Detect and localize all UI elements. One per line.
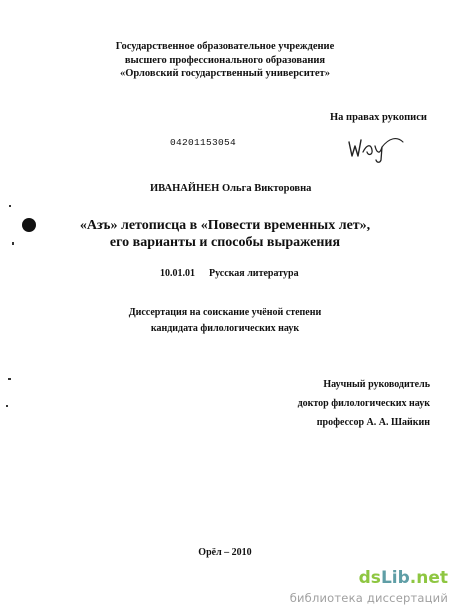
specialty-code: 10.01.01 (160, 268, 195, 279)
title-line-2: его варианты и способы выражения (109, 235, 341, 250)
handwritten-signature (345, 128, 415, 163)
dissertation-title (0, 217, 450, 251)
supervisor-line-3: профессор А. А. Шайкин (316, 417, 430, 428)
logo-main: Lib (380, 568, 410, 588)
city-year: Орёл – 2010 (198, 547, 252, 558)
logo-suffix: .net (409, 568, 448, 588)
degree-line-2: кандидата филологических наук (150, 323, 300, 334)
scan-speck (9, 205, 11, 207)
degree-line-1: Диссертация на соискание учёной степени (128, 307, 322, 318)
logo-prefix: ds (358, 568, 381, 588)
institution-header (0, 40, 450, 81)
dslib-logo[interactable] (0, 568, 448, 588)
supervisor-line-1: Научный руководитель (323, 379, 430, 390)
catalog-code: 04201153054 (170, 137, 237, 148)
specialty-name: Русская литература (209, 268, 299, 279)
dslib-subtitle: библиотека диссертаций (289, 591, 448, 605)
manuscript-rights-label: На правах рукописи (330, 112, 427, 123)
institution-line-1: Государственное образовательное учреждение (115, 41, 335, 52)
supervisor-line-2: доктор филологических наук (297, 398, 430, 409)
degree-statement (0, 305, 450, 337)
specialty (160, 268, 299, 279)
author-name: ИВАНАЙНЕН Ольга Викторовна (150, 183, 312, 194)
title-line-1: «Азъ» летописца в «Повести временных лет», (79, 218, 371, 233)
institution-line-3: «Орловский государственный университет» (120, 68, 330, 79)
institution-line-2: высшего профессионального образования (124, 54, 326, 66)
supervisor-block (0, 375, 430, 432)
